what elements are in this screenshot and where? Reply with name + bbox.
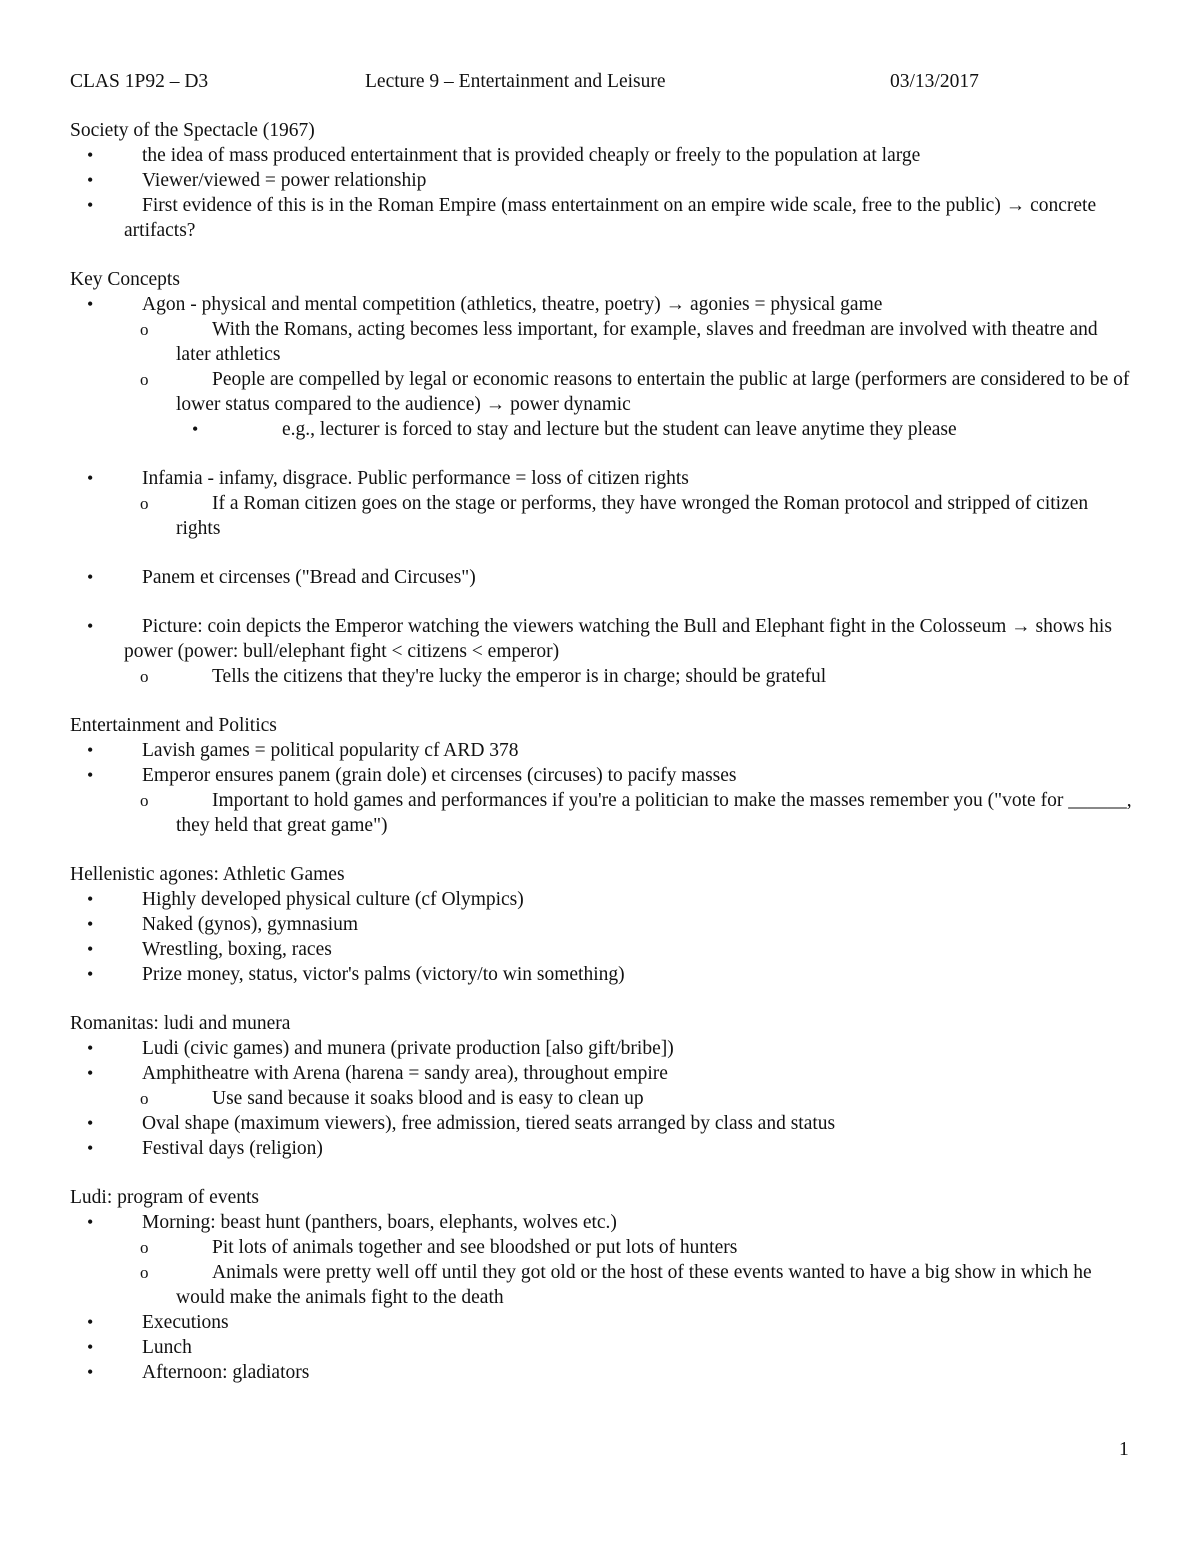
bullet-icon: • [87,195,94,215]
bullet-item-level-1 [70,168,1134,193]
bullet-item-level-2 [70,1260,1134,1310]
bullet-icon: • [87,939,94,959]
hollow-bullet-icon: o [140,667,149,686]
bullet-icon: • [87,765,94,785]
bullet-item-level-1 [70,1136,1134,1161]
bullet-text: Wrestling, boxing, races [142,939,332,960]
bullet-item-level-1 [70,1360,1134,1385]
bullet-icon: • [87,914,94,934]
bullet-icon: • [87,740,94,760]
bullet-icon: • [87,1312,94,1332]
bullet-text: Executions [142,1312,229,1333]
hollow-bullet-icon: o [140,370,149,389]
notes-section [70,118,1134,243]
bullet-text: Use sand because it soaks blood and is easy to clean up [212,1088,644,1109]
bullet-item-level-1 [70,763,1134,788]
bullet-text: Lunch [142,1337,192,1358]
page-number: 1 [1119,1439,1129,1460]
bullet-item-level-1 [70,143,1134,168]
notes-section [70,862,1134,987]
bullet-icon: • [87,1113,94,1133]
bullet-icon: • [87,567,94,587]
section-heading: Ludi: program of events [70,1187,259,1208]
bullet-text: Animals were pretty well off until they got old or the host of these events wanted to have a big show in which he would make the animals fight to the death [176,1262,1092,1308]
section-heading: Hellenistic agones: Athletic Games [70,864,345,885]
lecture-date: 03/13/2017 [890,71,979,92]
bullet-text: Viewer/viewed = power relationship [142,170,427,191]
bullet-icon: • [87,889,94,909]
bullet-item-level-2 [70,367,1134,417]
notes-section [70,267,1134,689]
bullet-icon: • [192,419,199,439]
bullet-item-level-1 [70,1310,1134,1335]
course-code: CLAS 1P92 – D3 [70,71,209,92]
page-header [70,70,1130,96]
bullet-text: Panem et circenses ("Bread and Circuses") [142,567,476,588]
bullet-text: Ludi (civic games) and munera (private production [also gift/bribe]) [142,1038,674,1059]
bullet-text: the idea of mass produced entertainment that is provided cheaply or freely to the population at large [142,145,921,166]
bullet-text: Naked (gynos), gymnasium [142,914,359,935]
bullet-icon: • [87,1337,94,1357]
bullet-icon: • [87,1138,94,1158]
bullet-item-level-1 [70,1111,1134,1136]
bullet-item-level-1 [70,912,1134,937]
notes-section [70,1185,1134,1385]
section-heading: Key Concepts [70,269,180,290]
bullet-item-level-1 [70,1036,1134,1061]
notes-section [70,1011,1134,1161]
notes-body [70,118,1134,1409]
bullet-text: Infamia - infamy, disgrace. Public performance = loss of citizen rights [142,468,689,489]
bullet-text: If a Roman citizen goes on the stage or performs, they have wronged the Roman protocol and stripped of citizen rights [176,493,1089,539]
section-heading: Entertainment and Politics [70,715,277,736]
blank-line [70,541,1134,565]
bullet-item-level-1 [70,1335,1134,1360]
bullet-icon: • [87,170,94,190]
hollow-bullet-icon: o [140,494,149,513]
bullet-text: With the Romans, acting becomes less important, for example, slaves and freedman are involved with theatre and later athletics [176,319,1098,365]
bullet-text: Pit lots of animals together and see bloodshed or put lots of hunters [212,1237,738,1258]
bullet-icon: • [87,964,94,984]
bullet-icon: • [87,1212,94,1232]
bullet-item-level-1 [70,1210,1134,1235]
bullet-icon: • [87,1063,94,1083]
hollow-bullet-icon: o [140,320,149,339]
bullet-item-level-1 [70,565,1134,590]
bullet-text: Amphitheatre with Arena (harena = sandy area), throughout empire [142,1063,668,1084]
bullet-icon: • [87,1038,94,1058]
section-heading: Romanitas: ludi and munera [70,1013,291,1034]
bullet-text: Prize money, status, victor's palms (victory/to win something) [142,964,625,985]
bullet-item-level-1 [70,1061,1134,1086]
bullet-item-level-1 [70,292,1134,317]
bullet-item-level-3 [70,417,1134,442]
bullet-item-level-1 [70,193,1134,243]
section-heading: Society of the Spectacle (1967) [70,120,315,141]
bullet-text: First evidence of this is in the Roman Empire (mass entertainment on an empire wide scale, free to the public) → concrete artifacts? [124,195,1097,241]
notes-section [70,713,1134,838]
lecture-title: Lecture 9 – Entertainment and Leisure [365,71,666,92]
bullet-text: Tells the citizens that they're lucky the emperor is in charge; should be grateful [212,666,827,687]
bullet-icon: • [87,294,94,314]
bullet-icon: • [87,616,94,636]
bullet-item-level-2 [70,1235,1134,1260]
hollow-bullet-icon: o [140,1263,149,1282]
bullet-text: Highly developed physical culture (cf Olympics) [142,889,524,910]
bullet-icon: • [87,145,94,165]
bullet-text: Picture: coin depicts the Emperor watching the viewers watching the Bull and Elephant fight in the Colosseum → shows his power (power: bull/elephant fight < citizens < emperor) [124,616,1112,662]
hollow-bullet-icon: o [140,1089,149,1108]
blank-line [70,442,1134,466]
bullet-icon: • [87,468,94,488]
bullet-text: Agon - physical and mental competition (athletics, theatre, poetry) → agonies = physical game [142,294,883,315]
bullet-text: Oval shape (maximum viewers), free admission, tiered seats arranged by class and status [142,1113,836,1134]
bullet-item-level-2 [70,1086,1134,1111]
hollow-bullet-icon: o [140,1238,149,1257]
bullet-item-level-2 [70,317,1134,367]
bullet-item-level-1 [70,614,1134,664]
bullet-text: Morning: beast hunt (panthers, boars, elephants, wolves etc.) [142,1212,617,1233]
bullet-text: e.g., lecturer is forced to stay and lecture but the student can leave anytime they please [282,419,957,440]
bullet-item-level-1 [70,466,1134,491]
bullet-item-level-1 [70,937,1134,962]
bullet-text: People are compelled by legal or economic reasons to entertain the public at large (performers are considered to be of lower status compared to the audience) → power dynamic [176,369,1130,415]
bullet-icon: • [87,1362,94,1382]
bullet-text: Emperor ensures panem (grain dole) et circenses (circuses) to pacify masses [142,765,737,786]
bullet-text: Afternoon: gladiators [142,1362,310,1383]
bullet-item-level-1 [70,738,1134,763]
bullet-item-level-2 [70,664,1134,689]
hollow-bullet-icon: o [140,791,149,810]
bullet-item-level-1 [70,962,1134,987]
bullet-item-level-2 [70,491,1134,541]
bullet-text: Festival days (religion) [142,1138,323,1159]
bullet-text: Lavish games = political popularity cf ARD 378 [142,740,519,761]
bullet-item-level-2 [70,788,1134,838]
bullet-text: Important to hold games and performances if you're a politician to make the masses remember you ("vote for ______, they held that great game") [176,790,1132,836]
bullet-item-level-1 [70,887,1134,912]
blank-line [70,590,1134,614]
